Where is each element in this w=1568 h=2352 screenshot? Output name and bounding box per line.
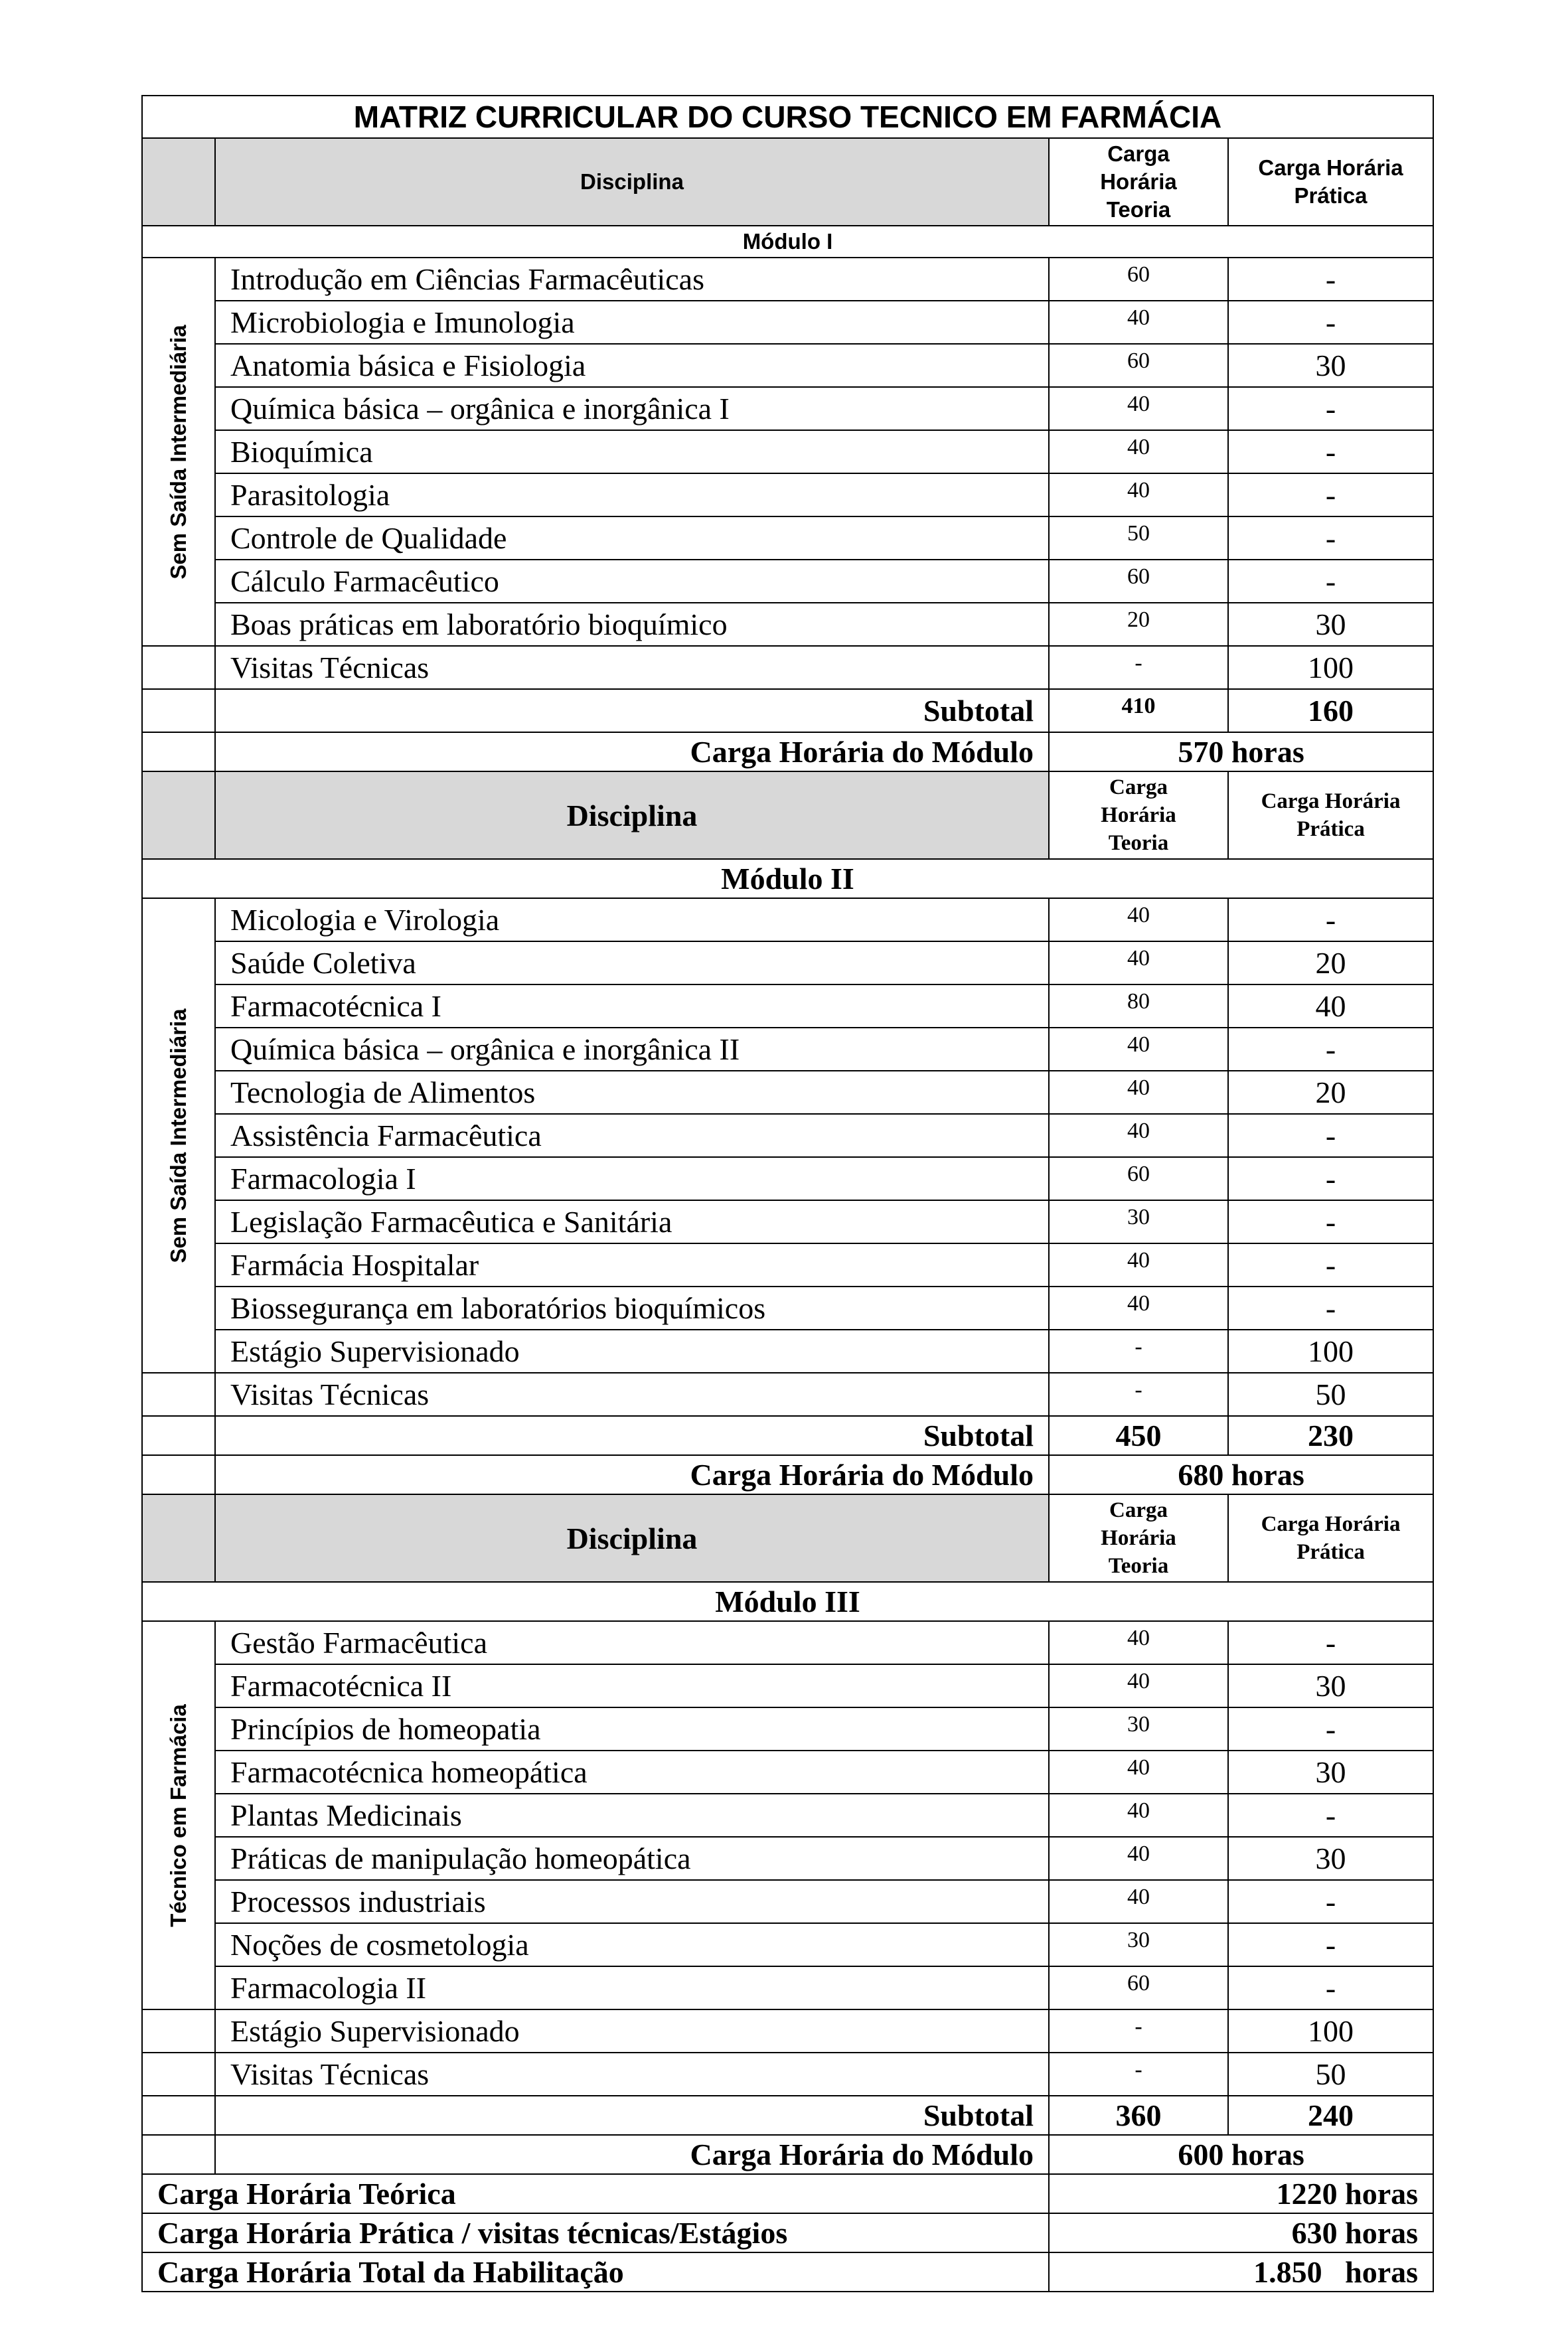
header-disciplina: Disciplina — [215, 138, 1049, 226]
table-row — [142, 1707, 1433, 1751]
disciplina-cell: Boas práticas em laboratório bioquímico — [215, 603, 1049, 646]
grand-total-label: Carga Horária Teórica — [142, 2174, 1049, 2213]
module-title: Módulo I — [142, 226, 1433, 258]
teoria-cell: 20 — [1049, 603, 1228, 646]
teoria-cell: - — [1049, 1373, 1228, 1416]
teoria-cell: 60 — [1049, 560, 1228, 603]
pratica-cell: 20 — [1228, 1071, 1433, 1114]
table-row — [142, 646, 1433, 689]
pratica-cell: 30 — [1228, 344, 1433, 387]
disciplina-cell: Tecnologia de Alimentos — [215, 1071, 1049, 1114]
side-label: Sem Saída Intermediária — [166, 1008, 191, 1263]
title-row — [142, 96, 1433, 138]
header-line: Carga — [1107, 141, 1170, 166]
side-label-cell — [142, 898, 215, 1373]
header-row — [142, 1494, 1433, 1582]
table-title: MATRIZ CURRICULAR DO CURSO TECNICO EM FARMÁCIA — [142, 96, 1433, 138]
disciplina-cell: Controle de Qualidade — [215, 516, 1049, 560]
teoria-cell: 80 — [1049, 984, 1228, 1028]
disciplina-cell: Práticas de manipulação homeopática — [215, 1837, 1049, 1880]
pratica-cell: - — [1228, 430, 1433, 473]
teoria-cell: 50 — [1049, 516, 1228, 560]
disciplina-cell: Visitas Técnicas — [215, 1373, 1049, 1416]
table-row — [142, 1794, 1433, 1837]
disciplina-cell: Gestão Farmacêutica — [215, 1621, 1049, 1664]
subtotal-pratica: 230 — [1228, 1416, 1433, 1455]
header-blank — [142, 1494, 215, 1582]
table-row — [142, 1837, 1433, 1880]
header-line: Horária — [1101, 803, 1176, 827]
disciplina-cell: Saúde Coletiva — [215, 941, 1049, 984]
disciplina-cell: Parasitologia — [215, 473, 1049, 516]
disciplina-cell: Princípios de homeopatia — [215, 1707, 1049, 1751]
pratica-cell: 30 — [1228, 1751, 1433, 1794]
pratica-cell: - — [1228, 1287, 1433, 1330]
header-disciplina: Disciplina — [215, 771, 1049, 859]
module-row — [142, 1582, 1433, 1621]
table-row — [142, 1880, 1433, 1923]
module-row — [142, 859, 1433, 898]
pratica-cell: - — [1228, 516, 1433, 560]
subtotal-teoria: 410 — [1049, 689, 1228, 732]
disciplina-cell: Visitas Técnicas — [215, 646, 1049, 689]
disciplina-cell: Legislação Farmacêutica e Sanitária — [215, 1200, 1049, 1243]
grand-total-row — [142, 2213, 1433, 2252]
teoria-cell: 40 — [1049, 941, 1228, 984]
disciplina-cell: Farmacologia II — [215, 1966, 1049, 2009]
teoria-cell: 40 — [1049, 1114, 1228, 1157]
teoria-cell: 40 — [1049, 1243, 1228, 1287]
pratica-cell: - — [1228, 1794, 1433, 1837]
teoria-cell: 60 — [1049, 1966, 1228, 2009]
pratica-cell: - — [1228, 258, 1433, 301]
module-total-row — [142, 2135, 1433, 2174]
blank-cell — [142, 2096, 215, 2135]
header-carga-teoria — [1049, 771, 1228, 859]
subtotal-teoria: 450 — [1049, 1416, 1228, 1455]
header-line: Carga — [1109, 775, 1168, 799]
pratica-cell: - — [1228, 1243, 1433, 1287]
header-blank — [142, 138, 215, 226]
table-row — [142, 1923, 1433, 1966]
pratica-cell: 20 — [1228, 941, 1433, 984]
teoria-cell: - — [1049, 2009, 1228, 2053]
module-total-row — [142, 732, 1433, 771]
header-carga-teoria — [1049, 138, 1228, 226]
disciplina-cell: Estágio Supervisionado — [215, 1330, 1049, 1373]
pratica-cell: - — [1228, 1621, 1433, 1664]
table-row — [142, 1664, 1433, 1707]
disciplina-cell: Biossegurança em laboratórios bioquímicos — [215, 1287, 1049, 1330]
pratica-cell: 100 — [1228, 1330, 1433, 1373]
header-line: Carga Horária — [1258, 155, 1403, 180]
table-row — [142, 258, 1433, 301]
header-carga-pratica — [1228, 138, 1433, 226]
disciplina-cell: Química básica – orgânica e inorgânica I — [215, 387, 1049, 430]
grand-total-value: 1.850 horas — [1049, 2252, 1433, 2292]
header-line: Carga Horária — [1261, 789, 1401, 813]
table-row — [142, 1157, 1433, 1200]
disciplina-cell: Micologia e Virologia — [215, 898, 1049, 941]
header-carga-pratica — [1228, 771, 1433, 859]
pratica-cell: - — [1228, 1157, 1433, 1200]
teoria-cell: 60 — [1049, 258, 1228, 301]
table-row — [142, 1373, 1433, 1416]
pratica-cell: - — [1228, 1114, 1433, 1157]
teoria-cell: - — [1049, 2053, 1228, 2096]
table-row — [142, 2053, 1433, 2096]
subtotal-row — [142, 2096, 1433, 2135]
grand-total-value: 630 horas — [1049, 2213, 1433, 2252]
pratica-cell: - — [1228, 1923, 1433, 1966]
header-line: Teoria — [1108, 1554, 1169, 1578]
table-row — [142, 941, 1433, 984]
table-row — [142, 430, 1433, 473]
header-line: Carga — [1109, 1498, 1168, 1522]
header-line: Prática — [1294, 183, 1368, 208]
curriculum-document — [141, 95, 1433, 2292]
teoria-cell: - — [1049, 646, 1228, 689]
blank-cell — [142, 732, 215, 771]
pratica-cell: - — [1228, 301, 1433, 344]
header-blank — [142, 771, 215, 859]
module-total-row — [142, 1455, 1433, 1494]
disciplina-cell: Estágio Supervisionado — [215, 2009, 1049, 2053]
header-row — [142, 138, 1433, 226]
header-line: Horária — [1101, 1526, 1176, 1550]
subtotal-label: Subtotal — [215, 1416, 1049, 1455]
module-total-value: 680 horas — [1049, 1455, 1433, 1494]
teoria-cell: 40 — [1049, 1664, 1228, 1707]
teoria-cell: 40 — [1049, 301, 1228, 344]
curriculum-table — [141, 95, 1434, 2292]
teoria-cell: 30 — [1049, 1707, 1228, 1751]
disciplina-cell: Farmácia Hospitalar — [215, 1243, 1049, 1287]
module-title: Módulo III — [142, 1582, 1433, 1621]
header-line: Prática — [1296, 1540, 1365, 1564]
blank-cell — [142, 2009, 215, 2053]
subtotal-pratica: 240 — [1228, 2096, 1433, 2135]
disciplina-cell: Farmacologia I — [215, 1157, 1049, 1200]
disciplina-cell: Plantas Medicinais — [215, 1794, 1049, 1837]
teoria-cell: 40 — [1049, 1621, 1228, 1664]
table-row — [142, 1621, 1433, 1664]
teoria-cell: - — [1049, 1330, 1228, 1373]
disciplina-cell: Microbiologia e Imunologia — [215, 301, 1049, 344]
grand-total-label: Carga Horária Prática / visitas técnicas/Estágios — [142, 2213, 1049, 2252]
disciplina-cell: Assistência Farmacêutica — [215, 1114, 1049, 1157]
disciplina-cell: Farmacotécnica I — [215, 984, 1049, 1028]
table-row — [142, 984, 1433, 1028]
module-total-label: Carga Horária do Módulo — [215, 1455, 1049, 1494]
blank-cell — [142, 2053, 215, 2096]
pratica-cell: - — [1228, 898, 1433, 941]
pratica-cell: 30 — [1228, 603, 1433, 646]
subtotal-label: Subtotal — [215, 689, 1049, 732]
grand-total-label: Carga Horária Total da Habilitação — [142, 2252, 1049, 2292]
pratica-cell: - — [1228, 1880, 1433, 1923]
teoria-cell: 40 — [1049, 898, 1228, 941]
blank-cell — [142, 1373, 215, 1416]
table-row — [142, 1243, 1433, 1287]
teoria-cell: 40 — [1049, 1837, 1228, 1880]
header-line: Teoria — [1108, 831, 1169, 855]
side-label-cell — [142, 1621, 215, 2009]
module-total-label: Carga Horária do Módulo — [215, 2135, 1049, 2174]
teoria-cell: 30 — [1049, 1923, 1228, 1966]
module-total-label: Carga Horária do Módulo — [215, 732, 1049, 771]
disciplina-cell: Química básica – orgânica e inorgânica II — [215, 1028, 1049, 1071]
table-row — [142, 1287, 1433, 1330]
teoria-cell: 40 — [1049, 1880, 1228, 1923]
pratica-cell: 100 — [1228, 646, 1433, 689]
table-row — [142, 344, 1433, 387]
table-row — [142, 603, 1433, 646]
pratica-cell: - — [1228, 1200, 1433, 1243]
header-disciplina: Disciplina — [215, 1494, 1049, 1582]
table-row — [142, 301, 1433, 344]
blank-cell — [142, 689, 215, 732]
table-row — [142, 1071, 1433, 1114]
disciplina-cell: Bioquímica — [215, 430, 1049, 473]
pratica-cell: - — [1228, 1707, 1433, 1751]
disciplina-cell: Cálculo Farmacêutico — [215, 560, 1049, 603]
table-row — [142, 1966, 1433, 2009]
subtotal-row — [142, 1416, 1433, 1455]
table-row — [142, 1751, 1433, 1794]
side-label-cell — [142, 258, 215, 646]
disciplina-cell: Farmacotécnica homeopática — [215, 1751, 1049, 1794]
disciplina-cell: Anatomia básica e Fisiologia — [215, 344, 1049, 387]
header-row — [142, 771, 1433, 859]
table-row — [142, 1114, 1433, 1157]
teoria-cell: 40 — [1049, 473, 1228, 516]
table-row — [142, 473, 1433, 516]
header-line: Carga Horária — [1261, 1512, 1401, 1536]
subtotal-pratica: 160 — [1228, 689, 1433, 732]
pratica-cell: 30 — [1228, 1664, 1433, 1707]
pratica-cell: 50 — [1228, 1373, 1433, 1416]
module-row — [142, 226, 1433, 258]
module-total-value: 600 horas — [1049, 2135, 1433, 2174]
header-line: Teoria — [1106, 197, 1171, 222]
table-row — [142, 898, 1433, 941]
pratica-cell: - — [1228, 387, 1433, 430]
teoria-cell: 60 — [1049, 344, 1228, 387]
module-total-value: 570 horas — [1049, 732, 1433, 771]
table-row — [142, 387, 1433, 430]
pratica-cell: 40 — [1228, 984, 1433, 1028]
table-row — [142, 1200, 1433, 1243]
table-row — [142, 2009, 1433, 2053]
header-carga-pratica — [1228, 1494, 1433, 1582]
disciplina-cell: Visitas Técnicas — [215, 2053, 1049, 2096]
blank-cell — [142, 1416, 215, 1455]
pratica-cell: - — [1228, 473, 1433, 516]
table-row — [142, 1028, 1433, 1071]
teoria-cell: 40 — [1049, 1794, 1228, 1837]
disciplina-cell: Introdução em Ciências Farmacêuticas — [215, 258, 1049, 301]
grand-total-row — [142, 2252, 1433, 2292]
grand-total-row — [142, 2174, 1433, 2213]
grand-total-value: 1220 horas — [1049, 2174, 1433, 2213]
pratica-cell: - — [1228, 1966, 1433, 2009]
pratica-cell: - — [1228, 560, 1433, 603]
subtotal-label: Subtotal — [215, 2096, 1049, 2135]
teoria-cell: 30 — [1049, 1200, 1228, 1243]
teoria-cell: 40 — [1049, 430, 1228, 473]
pratica-cell: 30 — [1228, 1837, 1433, 1880]
header-carga-teoria — [1049, 1494, 1228, 1582]
module-title: Módulo II — [142, 859, 1433, 898]
blank-cell — [142, 646, 215, 689]
table-row — [142, 516, 1433, 560]
header-line: Prática — [1296, 817, 1365, 841]
table-row — [142, 1330, 1433, 1373]
pratica-cell: 100 — [1228, 2009, 1433, 2053]
disciplina-cell: Noções de cosmetologia — [215, 1923, 1049, 1966]
blank-cell — [142, 1455, 215, 1494]
side-label: Técnico em Farmácia — [166, 1703, 191, 1927]
teoria-cell: 40 — [1049, 1028, 1228, 1071]
pratica-cell: 50 — [1228, 2053, 1433, 2096]
disciplina-cell: Farmacotécnica II — [215, 1664, 1049, 1707]
table-row — [142, 560, 1433, 603]
disciplina-cell: Processos industriais — [215, 1880, 1049, 1923]
subtotal-row — [142, 689, 1433, 732]
subtotal-teoria: 360 — [1049, 2096, 1228, 2135]
teoria-cell: 40 — [1049, 387, 1228, 430]
teoria-cell: 40 — [1049, 1071, 1228, 1114]
side-label: Sem Saída Intermediária — [166, 324, 191, 580]
teoria-cell: 60 — [1049, 1157, 1228, 1200]
pratica-cell: - — [1228, 1028, 1433, 1071]
blank-cell — [142, 2135, 215, 2174]
teoria-cell: 40 — [1049, 1287, 1228, 1330]
header-line: Horária — [1100, 169, 1177, 194]
teoria-cell: 40 — [1049, 1751, 1228, 1794]
